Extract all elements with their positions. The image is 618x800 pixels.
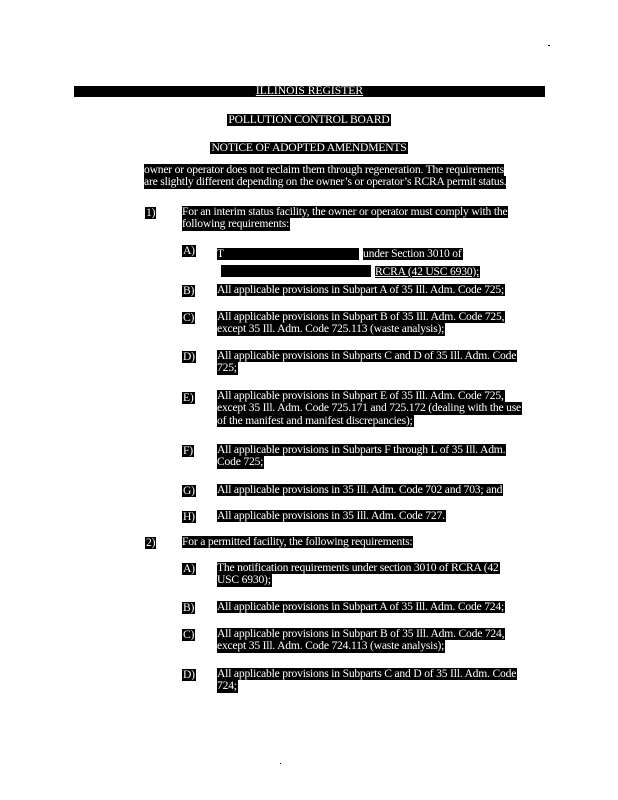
item-2c-text: All applicable provisions in Subpart B of 35 Ill. Adm. Code 724, except 35 Ill. Adm. Code 724.113 (waste analysis); [217,627,505,653]
item-1a-fragment-2: under Section 3010 of [363,247,462,260]
item-2c-label: C) [183,628,195,641]
item-1h-label: H) [183,510,195,523]
item-1-text [182,206,508,231]
item-1f-text: All applicable provisions in Subparts F through L of 35 Ill. Adm. Code 725; [217,443,506,469]
item-1b-label: B) [183,284,195,297]
item-1c-text: All applicable provisions in Subpart B of 35 Ill. Adm. Code 725, except 35 Ill. Adm. Code 725.113 (waste analysis); [217,310,505,336]
item-2b-text: All applicable provisions in Subpart A of 35 Ill. Adm. Code 724; [217,600,505,613]
item-2d-label: D) [183,668,195,681]
item-2-label: 2) [146,536,156,549]
item-2a-text: The notification requirements under section 3010 of RCRA (42 USC 6930); [217,561,499,587]
item-1h-text: All applicable provisions in 35 Ill. Adm. Code 727. [217,509,445,522]
intro-line-1: owner or operator does not reclaim them through regeneration. The requirements [144,163,504,176]
notice-title: NOTICE OF ADOPTED AMENDMENTS [211,141,407,154]
intro-line-2: are slightly different depending on the owner’s or operator’s RCRA permit status. [144,175,507,189]
item-1e-label: E) [183,391,194,404]
item-2-text: For a permitted facility, the following requirements: [182,535,413,548]
item-1a-text [217,244,480,280]
item-1d-text: All applicable provisions in Subparts C and D of 35 Ill. Adm. Code 725; [217,349,517,375]
register-title: ILLINOIS REGISTER [255,84,364,97]
item-2a-label: A) [183,562,195,575]
item-1-line-1: For an interim status facility, the owner or operator must comply with the [182,205,508,218]
item-1b-text: All applicable provisions in Subpart A of 35 Ill. Adm. Code 725; [217,283,505,296]
item-1g-label: G) [183,484,195,497]
item-1e-text: All applicable provisions in Subpart E of 35 Ill. Adm. Code 725, except 35 Ill. Adm. Code 725.171 and 725.172 (dealing with the use of the manifest and manifest discrepancies); [217,389,521,427]
item-1c-label: C) [183,311,195,324]
item-1-label: 1) [146,206,156,219]
item-1-line-2: following requirements: [182,217,290,231]
item-2d-text: All applicable provisions in Subparts C and D of 35 Ill. Adm. Code 724; [217,667,517,693]
item-1a-fragment-1: T [217,247,224,260]
item-1a-fragment-3: RCRA (42 USC 6930); [375,265,480,278]
intro-paragraph [144,164,534,189]
item-1f-label: F) [183,444,193,457]
redaction-mark [221,265,371,277]
item-1g-text: All applicable provisions in 35 Ill. Adm. Code 702 and 703; and [217,483,503,496]
item-2b-label: B) [183,601,195,614]
item-1d-label: D) [183,350,195,363]
scan-speck [280,763,281,764]
scan-speck [548,45,550,46]
item-1a-label: A) [183,244,195,257]
agency-title: POLLUTION CONTROL BOARD [228,113,390,126]
